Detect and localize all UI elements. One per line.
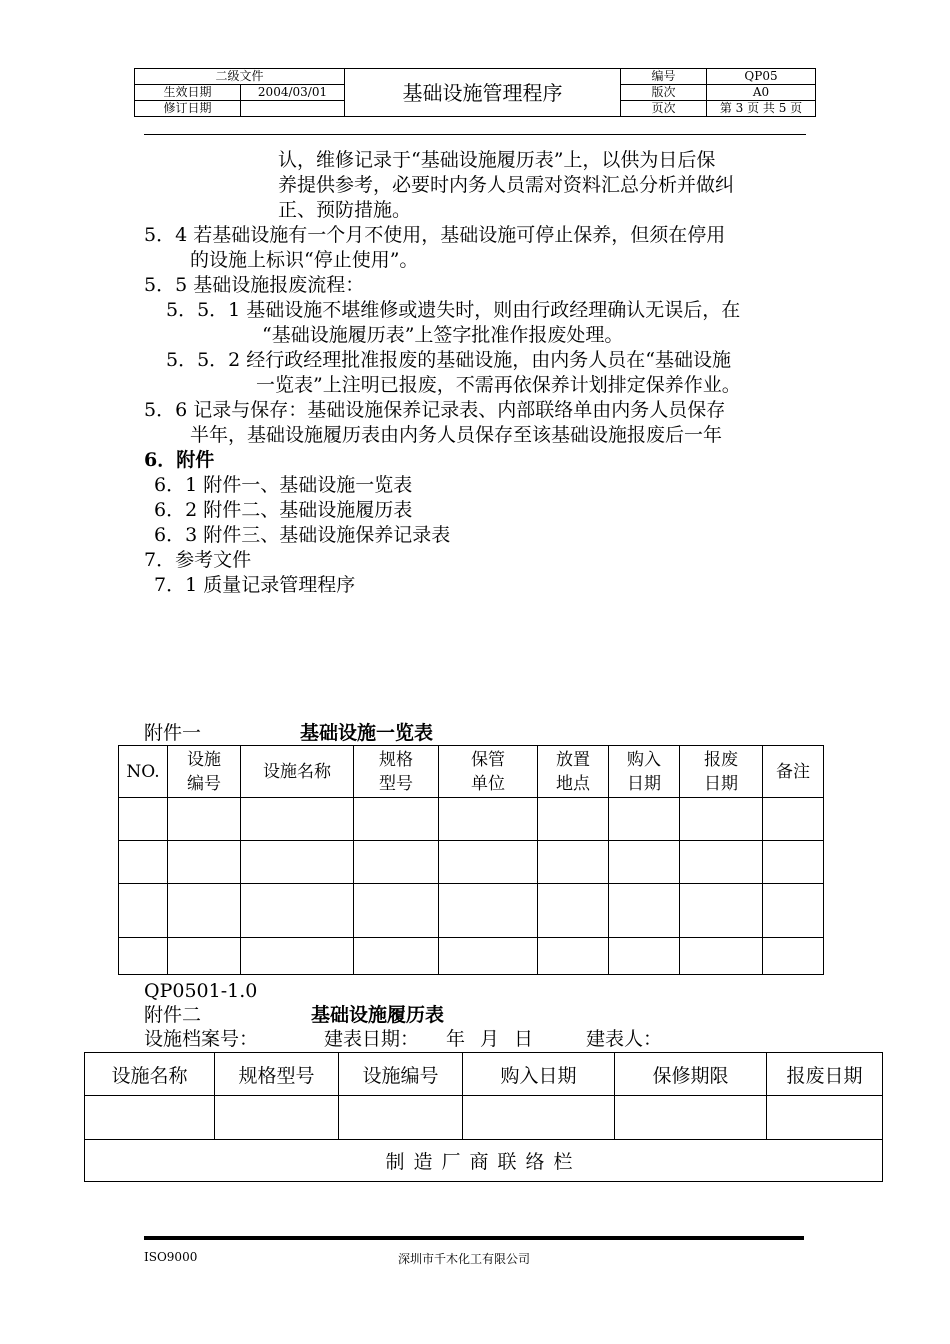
body-line: 5．6 记录与保存：基础设施保养记录表、内部联络单由内务人员保存: [144, 399, 726, 421]
his-col-name: 设施名称: [85, 1053, 215, 1096]
body-line: 5．4 若基础设施有一个月不使用，基础设施可停止保养，但须在停用: [144, 224, 726, 246]
col-code: 设施 编号: [168, 746, 241, 798]
footer-standard: ISO9000: [144, 1250, 198, 1264]
table-row: [119, 884, 824, 938]
col-name: 设施名称: [241, 746, 354, 798]
facility-history-table: [84, 1052, 883, 1182]
annex2-title: 基础设施履历表: [311, 1004, 445, 1026]
effective-date-value: 2004/03/01: [241, 85, 345, 101]
col-remark: 备注: [763, 746, 824, 798]
col-spec: 规格 型号: [354, 746, 439, 798]
file-no-label: 设施档案号：: [144, 1028, 259, 1050]
annex1-label: 附件一: [144, 722, 202, 744]
doc-level: 二级文件: [135, 69, 345, 85]
body-line: 5．5．1 基础设施不堪维修或遗失时，则由行政经理确认无误后，在: [166, 299, 741, 321]
header-divider: [144, 134, 806, 135]
code-value: QP05: [707, 69, 816, 85]
effective-date-label: 生效日期: [135, 85, 241, 101]
body-line: 正、预防措施。: [278, 199, 412, 221]
document-header-table: [134, 68, 816, 117]
form-code: QP0501-1.0: [144, 980, 258, 1002]
date-month: 月: [480, 1028, 500, 1050]
body-line: 养提供参考，必要时内务人员需对资料汇总分析并做纠: [278, 174, 735, 196]
table-row: [119, 841, 824, 884]
annex2-label: 附件二: [144, 1004, 202, 1026]
body-line: 6．3 附件三、基础设施保养记录表: [154, 524, 451, 546]
body-line: 5．5 基础设施报废流程：: [144, 274, 365, 296]
date-label: 建表日期：: [324, 1028, 420, 1050]
body-line: “基础设施履历表”上签字批准作报废处理。: [262, 324, 624, 346]
body-line: 一览表”上注明已报废，不需再依保养计划排定保养作业。: [256, 374, 741, 396]
his-col-warranty: 保修期限: [615, 1053, 767, 1096]
table-row: [85, 1096, 883, 1140]
body-line: 的设施上标识“停止使用”。: [190, 249, 419, 271]
revised-date-label: 修订日期: [135, 101, 241, 117]
body-line: 半年，基础设施履历表由内务人员保存至该基础设施报废后一年: [190, 424, 723, 446]
footer-divider: [144, 1236, 804, 1240]
his-col-spec: 规格型号: [215, 1053, 339, 1096]
page-value: 第 3 页 共 5 页: [707, 101, 816, 117]
date-day: 日: [514, 1028, 534, 1050]
footer-company: 深圳市千木化工有限公司: [398, 1252, 531, 1266]
body-line: 6．1 附件一、基础设施一览表: [154, 474, 413, 496]
section-heading: 7．参考文件: [144, 549, 252, 571]
col-place: 放置 地点: [538, 746, 609, 798]
body-line: 7．1 质量记录管理程序: [154, 574, 356, 596]
table-row: [119, 798, 824, 841]
page-label: 页次: [621, 101, 707, 117]
col-scrap-date: 报废 日期: [680, 746, 763, 798]
date-year: 年: [446, 1028, 466, 1050]
creator-label: 建表人：: [586, 1028, 663, 1050]
doc-title: 基础设施管理程序: [345, 69, 621, 117]
version-value: A0: [707, 85, 816, 101]
revised-date-value: [241, 101, 345, 117]
his-col-scrap: 报废日期: [767, 1053, 883, 1096]
col-no: NO.: [119, 746, 168, 798]
code-label: 编号: [621, 69, 707, 85]
facility-list-table: [118, 745, 824, 975]
body-line: 5．5．2 经行政经理批准报废的基础设施，由内务人员在“基础设施: [166, 349, 732, 371]
version-label: 版次: [621, 85, 707, 101]
body-line: 认，维修记录于“基础设施履历表”上，以供为日后保: [278, 149, 716, 171]
his-col-buy: 购入日期: [463, 1053, 615, 1096]
annex1-title: 基础设施一览表: [300, 722, 434, 744]
his-col-code: 设施编号: [339, 1053, 463, 1096]
table-row: [119, 938, 824, 975]
maker-contact-row: 制造厂商联络栏: [85, 1140, 883, 1182]
section-heading: 6．附件: [144, 449, 215, 471]
col-buy-date: 购入 日期: [609, 746, 680, 798]
body-line: 6．2 附件二、基础设施履历表: [154, 499, 413, 521]
col-unit: 保管 单位: [439, 746, 538, 798]
